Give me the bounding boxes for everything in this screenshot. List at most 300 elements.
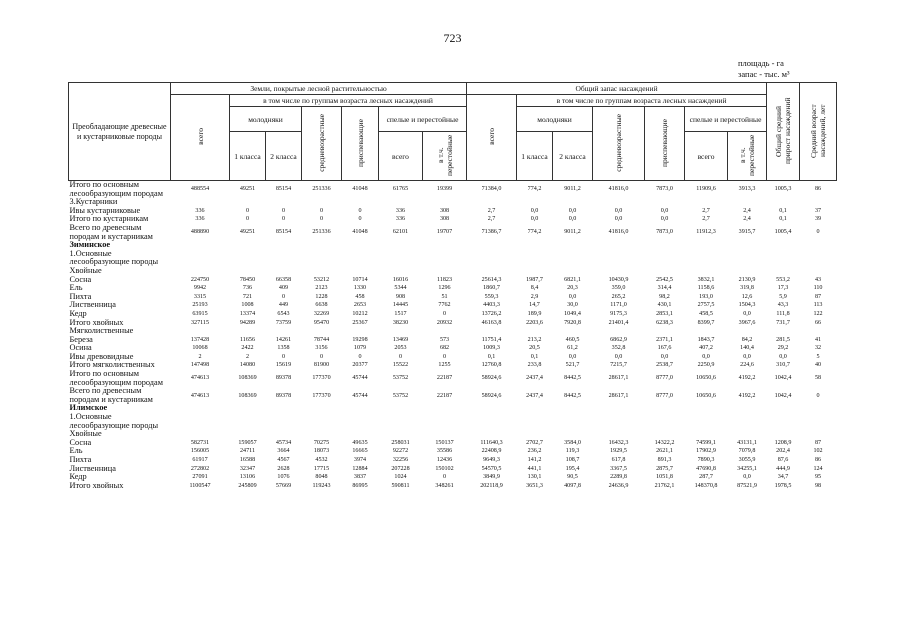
row-value: 22187 xyxy=(436,375,453,382)
row-value: 474613 xyxy=(190,392,210,399)
row-value: 4192,2 xyxy=(738,375,756,382)
row-value: 474613 xyxy=(190,375,210,382)
row-value: 8,4 xyxy=(530,285,539,292)
row-value: 0,0 xyxy=(530,207,539,214)
table-row xyxy=(69,276,837,285)
table-row xyxy=(69,370,837,387)
row-value: 1005,3 xyxy=(767,181,800,199)
row-filler xyxy=(171,430,837,439)
row-name: Итого по кустарникам xyxy=(69,215,149,224)
row-name: 1.Основные лесообразующие породы xyxy=(69,249,159,267)
row-name: Кедр xyxy=(69,473,87,482)
row-value: 16665 xyxy=(352,448,368,455)
row-value: 14445 xyxy=(392,302,409,309)
row-value: 21762,1 xyxy=(654,482,675,489)
table-row xyxy=(69,293,837,302)
row-value: 46163,8 xyxy=(481,319,502,326)
row-value: 7215,7 xyxy=(610,362,627,369)
row-name: Ивы древовидные xyxy=(69,352,134,361)
row-value: 147498 xyxy=(190,362,210,369)
table-body xyxy=(69,181,837,491)
row-value: 49251 xyxy=(230,181,266,199)
row-value: 3967,6 xyxy=(738,319,756,326)
table-row xyxy=(69,224,837,241)
row-value: 37 xyxy=(814,207,822,214)
table-row xyxy=(69,207,837,216)
row-value: 488890 xyxy=(190,229,210,236)
row-value: 310,7 xyxy=(776,362,790,369)
header-lands-class2: 2 класса xyxy=(266,132,302,181)
row-value: 409 xyxy=(278,285,289,292)
section-label-row xyxy=(69,250,837,267)
table-row xyxy=(69,361,837,370)
row-name: Береза xyxy=(69,335,93,344)
row-value: 12884 xyxy=(352,465,368,472)
row-value: 25614,3 xyxy=(481,276,502,283)
row-value: 14322,2 xyxy=(654,439,675,446)
row-value: 53752 xyxy=(392,375,409,382)
row-value: 29,2 xyxy=(777,345,789,352)
row-value: 108369 xyxy=(238,375,257,382)
row-value: 49251 xyxy=(239,229,256,236)
row-value: 24636,9 xyxy=(608,482,629,489)
forest-stock-table xyxy=(68,82,837,490)
row-value: 119,3 xyxy=(565,448,580,455)
row-value: 73759 xyxy=(275,319,292,326)
row-value: 3832,1 xyxy=(697,276,715,283)
row-value: 61917 xyxy=(192,457,208,463)
row-value: 682 xyxy=(439,345,450,352)
row-value: 41 xyxy=(814,336,822,343)
row-value: 78744 xyxy=(313,336,330,343)
row-value: 3055,9 xyxy=(738,457,756,463)
row-value: 9942 xyxy=(193,285,207,292)
row-value: 167,6 xyxy=(657,345,672,352)
table-header xyxy=(69,83,837,181)
row-value: 94289 xyxy=(239,319,256,326)
row-value: 25193 xyxy=(192,302,208,309)
row-value: 16016 xyxy=(392,276,409,283)
row-value: 202,4 xyxy=(776,448,790,455)
row-value: 13106 xyxy=(239,474,256,481)
row-value: 41048 xyxy=(342,181,379,199)
row-value: 891,3 xyxy=(657,457,672,463)
section-label-row xyxy=(69,198,837,207)
row-name: Итого хвойных xyxy=(69,318,124,327)
row-value: 449 xyxy=(278,302,289,309)
header-lands-overmature: в т.ч. перестойные xyxy=(423,132,467,181)
row-value: 4192,2 xyxy=(738,392,756,399)
row-value: 53752 xyxy=(392,392,409,399)
row-value: 590811 xyxy=(391,482,410,489)
row-value: 20932 xyxy=(436,319,453,326)
row-value: 1358 xyxy=(277,345,290,352)
row-value: 11656 xyxy=(239,336,255,343)
row-value: 8048 xyxy=(315,474,328,481)
row-value: 43 xyxy=(814,276,822,283)
row-value: 3974 xyxy=(353,457,367,463)
row-value: 1296 xyxy=(438,285,451,292)
row-name: Лиственница xyxy=(69,464,116,473)
row-value: 89378 xyxy=(275,375,292,382)
row-value: 0,0 xyxy=(660,207,669,214)
row-name: Хвойные xyxy=(69,266,102,275)
row-value: 0,0 xyxy=(568,207,577,214)
row-value: 0,0 xyxy=(743,353,751,360)
row-name: Осина xyxy=(69,344,92,353)
row-value: 573 xyxy=(439,336,450,343)
row-name: Сосна xyxy=(69,275,92,284)
table-row xyxy=(69,336,837,345)
row-value: 6862,9 xyxy=(610,336,627,343)
row-value: 11751,4 xyxy=(481,336,502,343)
row-value: 3315 xyxy=(193,293,207,300)
row-value: 13469 xyxy=(392,336,409,343)
row-value: 150137 xyxy=(435,439,454,446)
row-value: 150102 xyxy=(435,465,454,472)
row-value: 49635 xyxy=(352,439,368,446)
row-value: 78450 xyxy=(239,276,256,283)
row-value: 2123 xyxy=(315,285,328,292)
row-value: 12436 xyxy=(436,457,453,463)
row-value: 63915 xyxy=(192,310,208,317)
section-label-row xyxy=(69,241,837,250)
table-row xyxy=(69,447,837,456)
row-value: 66358 xyxy=(275,276,292,283)
row-value: 0 xyxy=(816,229,820,236)
row-value: 559,3 xyxy=(484,293,499,300)
row-filler xyxy=(171,198,837,207)
row-value: 9175,3 xyxy=(610,310,627,317)
row-value: 140,4 xyxy=(740,345,754,352)
row-value: 28617,1 xyxy=(608,392,629,399)
row-value: 34255,1 xyxy=(737,465,757,472)
row-value: 1517 xyxy=(394,310,407,317)
section-label-row xyxy=(69,327,837,336)
row-value: 61,2 xyxy=(567,345,578,352)
row-value: 2702,7 xyxy=(526,439,543,446)
row-value: 45744 xyxy=(352,375,368,382)
row-value: 1005,4 xyxy=(774,229,792,236)
table-row xyxy=(69,310,837,319)
row-name: Итого мягколиственных xyxy=(69,361,155,370)
row-value: 18073 xyxy=(313,448,330,455)
row-value: 336 xyxy=(195,216,205,223)
header-species: Преобладающие древесные и кустарниковые породы xyxy=(69,83,171,181)
row-value: 111640,3 xyxy=(480,439,503,446)
row-value: 17902,9 xyxy=(696,448,716,455)
row-value: 61765 xyxy=(379,181,423,199)
row-value: 1008 xyxy=(241,302,254,309)
header-lands-premature: приспевающие xyxy=(342,107,379,181)
row-value: 98 xyxy=(814,482,822,489)
row-value: 0 xyxy=(319,353,324,360)
row-name: Хвойные xyxy=(69,430,102,439)
row-value: 1978,5 xyxy=(774,482,792,489)
row-value: 2653 xyxy=(353,302,367,309)
row-value: 2538,7 xyxy=(656,362,673,369)
row-name: Пихта xyxy=(69,292,92,301)
row-value: 15619 xyxy=(275,362,292,369)
row-value: 15522 xyxy=(392,362,409,369)
row-value: 122 xyxy=(813,310,823,317)
row-value: 159057 xyxy=(238,439,257,446)
row-value: 6543 xyxy=(277,310,290,317)
row-value: 11909,6 xyxy=(685,181,728,199)
row-value: 137428 xyxy=(190,336,210,343)
row-value: 0 xyxy=(358,216,362,223)
row-value: 25367 xyxy=(352,319,368,326)
row-value: 74599,1 xyxy=(696,439,716,446)
row-value: 66 xyxy=(814,319,822,326)
row-value: 108369 xyxy=(238,392,257,399)
row-value: 0,0 xyxy=(614,207,623,214)
row-value: 7873,0 xyxy=(645,181,685,199)
row-name: Ель xyxy=(69,447,83,456)
header-avg-increment: Общий средний прирост насаждений xyxy=(767,83,800,181)
table-row xyxy=(69,456,837,465)
header-stock-premature: приспевающие xyxy=(645,107,685,181)
row-value: 19707 xyxy=(436,229,453,236)
row-value: 53212 xyxy=(313,276,330,283)
row-value: 319,8 xyxy=(740,285,754,292)
header-stock-class2: 2 класса xyxy=(553,132,593,181)
row-value: 2,7 xyxy=(702,216,710,223)
row-value: 348261 xyxy=(435,482,454,489)
row-value: 20,3 xyxy=(567,285,578,292)
row-value: 521,7 xyxy=(565,362,580,369)
row-value: 359,0 xyxy=(611,285,626,292)
row-value: 32 xyxy=(814,345,822,352)
row-value: 430,1 xyxy=(657,302,672,309)
row-value: 9011,2 xyxy=(553,181,593,199)
row-value: 19399 xyxy=(423,181,467,199)
row-name: Сосна xyxy=(69,438,92,447)
row-value: 16432,3 xyxy=(608,439,629,446)
row-value: 272802 xyxy=(190,465,210,472)
row-value: 10212 xyxy=(352,310,368,317)
row-value: 0,0 xyxy=(568,353,577,360)
row-value: 84,2 xyxy=(741,336,753,343)
row-value: 441,1 xyxy=(527,465,542,472)
row-value: 41816,0 xyxy=(608,229,629,236)
row-value: 85154 xyxy=(275,229,292,236)
row-value: 43,3 xyxy=(777,302,789,309)
row-value: 207228 xyxy=(391,465,410,472)
row-name: Лиственница xyxy=(69,301,116,310)
row-value: 195,4 xyxy=(565,465,580,472)
row-value: 58 xyxy=(814,375,822,382)
row-value: 0,1 xyxy=(779,216,787,223)
row-value: 6238,3 xyxy=(656,319,673,326)
row-value: 45734 xyxy=(275,439,292,446)
row-value: 11912,3 xyxy=(696,229,716,236)
row-value: 202118,9 xyxy=(480,482,503,489)
row-value: 41816,0 xyxy=(593,181,645,199)
row-value: 458 xyxy=(355,293,365,300)
row-value: 92272 xyxy=(392,448,409,455)
row-value: 87 xyxy=(814,439,822,446)
row-value: 58924,6 xyxy=(481,375,502,382)
row-value: 3651,3 xyxy=(526,482,543,489)
row-value: 14261 xyxy=(275,336,292,343)
row-value: 0 xyxy=(358,207,362,214)
header-stock-young: молодняки xyxy=(517,107,593,132)
row-value: 90,5 xyxy=(567,474,578,481)
row-value: 4532 xyxy=(315,457,328,463)
row-value: 1076 xyxy=(277,474,290,481)
header-lands-mature-total: всего xyxy=(379,132,423,181)
row-value: 98,2 xyxy=(659,293,670,300)
row-value: 1009,3 xyxy=(483,345,500,352)
row-value: 233,8 xyxy=(527,362,542,369)
row-value: 2203,6 xyxy=(526,319,543,326)
row-value: 3156 xyxy=(315,345,328,352)
row-value: 2053 xyxy=(394,345,407,352)
row-value: 407,2 xyxy=(699,345,713,352)
row-value: 113 xyxy=(813,302,823,309)
row-value: 89378 xyxy=(275,392,292,399)
table-row xyxy=(69,319,837,328)
row-value: 95470 xyxy=(313,319,330,326)
row-value: 141,2 xyxy=(527,457,542,463)
row-value: 0,0 xyxy=(530,216,539,223)
header-stock-mature-total: всего xyxy=(685,132,728,181)
row-value: 265,2 xyxy=(611,293,626,300)
row-filler xyxy=(171,404,837,413)
header-avg-age: Средний возраст насаждений, лет xyxy=(800,83,837,181)
row-value: 2757,5 xyxy=(697,302,715,309)
row-value: 0,0 xyxy=(660,216,669,223)
row-value: 731,7 xyxy=(776,319,790,326)
units-note xyxy=(738,58,790,79)
row-value: 10068 xyxy=(192,345,208,352)
page-number: 723 xyxy=(443,31,462,45)
row-value: 19298 xyxy=(352,336,368,343)
header-lands-mature: спелые и перестойные xyxy=(379,107,467,132)
row-value: 0 xyxy=(442,353,447,360)
row-value: 908 xyxy=(395,293,406,300)
row-value: 0,0 xyxy=(779,353,787,360)
row-value: 1158,6 xyxy=(697,285,715,292)
row-value: 0 xyxy=(281,207,286,214)
row-value: 0 xyxy=(281,293,286,300)
row-value: 110 xyxy=(813,285,823,292)
row-value: 86 xyxy=(800,181,837,199)
row-value: 1042,4 xyxy=(774,392,792,399)
row-value: 3915,7 xyxy=(738,229,756,236)
row-value: 281,5 xyxy=(776,336,790,343)
row-value: 1100547 xyxy=(189,482,211,489)
row-value: 258031 xyxy=(391,439,410,446)
row-name: Всего по древесным породам и кустарникам xyxy=(69,387,153,404)
row-value: 22187 xyxy=(436,392,453,399)
row-value: 2130,9 xyxy=(738,276,756,283)
row-value: 0,0 xyxy=(743,310,751,317)
row-value: 108,7 xyxy=(565,457,580,463)
row-filler xyxy=(171,250,837,267)
row-value: 2875,7 xyxy=(656,465,673,472)
section-label-row xyxy=(69,413,837,430)
row-value: 2 xyxy=(245,353,250,360)
row-value: 32256 xyxy=(392,457,409,463)
row-value: 130,1 xyxy=(527,474,542,481)
row-value: 12760,8 xyxy=(481,362,502,369)
row-filler xyxy=(171,413,837,430)
row-value: 0 xyxy=(319,216,324,223)
row-value: 124 xyxy=(813,465,823,472)
row-value: 0,1 xyxy=(779,207,787,214)
row-value: 20,5 xyxy=(529,345,540,352)
table-row xyxy=(69,465,837,474)
row-value: 0 xyxy=(816,392,820,399)
row-value: 10430,9 xyxy=(608,276,629,283)
row-value: 71384,0 xyxy=(467,181,517,199)
row-value: 39 xyxy=(814,216,822,223)
row-value: 7079,8 xyxy=(738,448,756,455)
row-value: 336 xyxy=(395,207,406,214)
row-value: 2,7 xyxy=(702,207,710,214)
table-row xyxy=(69,284,837,293)
row-value: 213,2 xyxy=(527,336,542,343)
row-value: 2371,1 xyxy=(656,336,673,343)
row-value: 1051,8 xyxy=(656,474,673,481)
units-area: площадь - га xyxy=(738,58,784,68)
table-row xyxy=(69,181,837,199)
row-value: 189,9 xyxy=(527,310,542,317)
row-value: 224750 xyxy=(190,276,210,283)
row-name: 1.Основные лесообразующие породы xyxy=(69,413,159,430)
row-name: Всего по древесным породам и кустарникам xyxy=(69,223,153,241)
row-value: 1330 xyxy=(353,285,367,292)
row-value: 1079 xyxy=(353,345,367,352)
row-value: 9011,2 xyxy=(564,229,581,236)
row-value: 5344 xyxy=(394,285,407,292)
row-value: 28617,1 xyxy=(608,375,629,382)
row-value: 0,0 xyxy=(614,353,623,360)
row-value: 721 xyxy=(242,293,253,300)
row-value: 774,2 xyxy=(527,229,542,236)
row-name: Зиминское xyxy=(69,241,111,250)
row-value: 352,8 xyxy=(611,345,626,352)
row-value: 8777,0 xyxy=(656,392,673,399)
row-value: 87521,9 xyxy=(737,482,757,489)
section-label-row xyxy=(69,404,837,413)
row-value: 41048 xyxy=(352,229,368,236)
row-value: 245809 xyxy=(238,482,257,489)
header-lands-by-age: в том числе по группам возраста лесных насаждений xyxy=(230,95,467,107)
row-value: 1255 xyxy=(438,362,451,369)
units-stock: запас - тыс. м³ xyxy=(738,68,790,79)
row-value: 2,7 xyxy=(487,216,496,223)
row-value: 4097,8 xyxy=(564,482,581,489)
row-value: 86 xyxy=(814,457,822,463)
header-lands: Земли, покрытые лесной растительностью xyxy=(171,83,467,95)
row-value: 3849,9 xyxy=(483,474,500,481)
row-value: 6638 xyxy=(315,302,328,309)
row-value: 10650,6 xyxy=(696,392,716,399)
row-value: 553,2 xyxy=(776,276,790,283)
row-value: 617,8 xyxy=(611,457,626,463)
header-stock-class1: 1 класса xyxy=(517,132,553,181)
row-value: 45744 xyxy=(352,392,368,399)
row-value: 1208,9 xyxy=(774,439,792,446)
row-value: 47690,8 xyxy=(696,465,716,472)
row-value: 774,2 xyxy=(517,181,553,199)
row-value: 1860,7 xyxy=(483,285,500,292)
row-value: 87 xyxy=(814,293,822,300)
row-value: 1024 xyxy=(394,474,407,481)
